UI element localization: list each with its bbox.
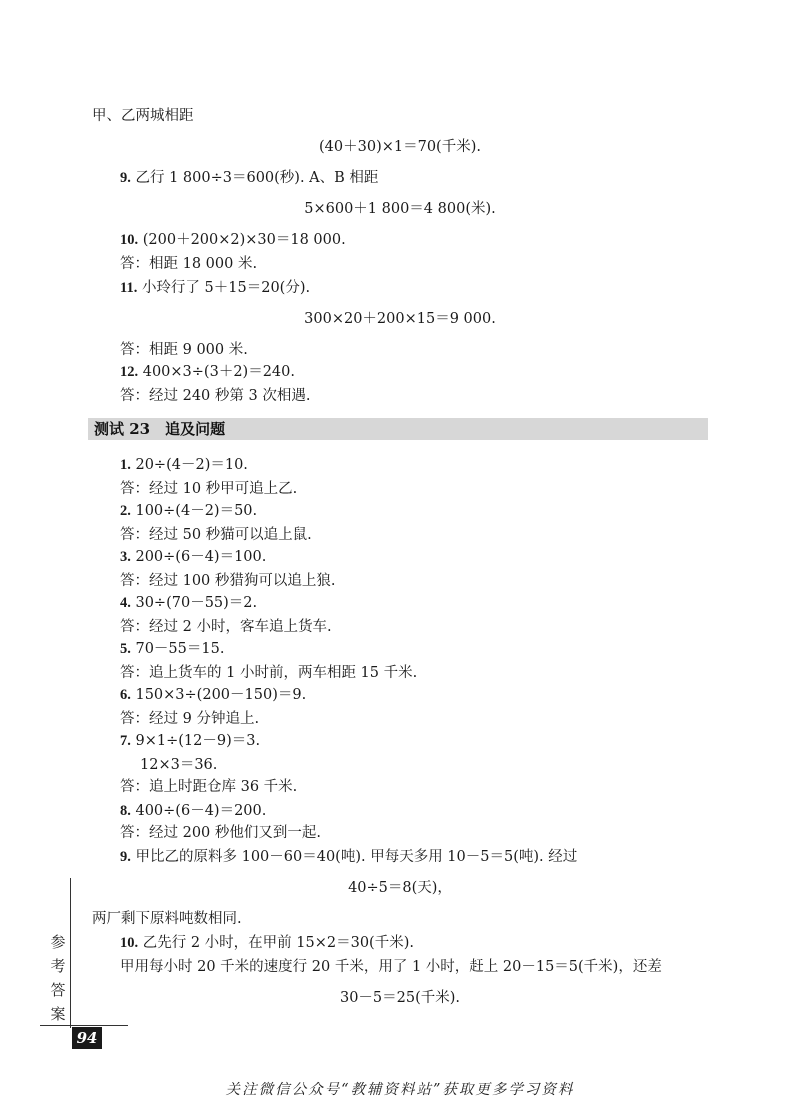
answer-item-10: 10. 乙先行 2 小时，在甲前 15×2＝30(千米). — [120, 935, 414, 951]
answer-text: 甲用每小时 20 千米的速度行 20 千米，用了 1 小时，赶上 20－15＝5(千米)，还差 — [120, 959, 662, 975]
answer-item-2: 2. 100÷(4－2)＝50. — [120, 503, 258, 519]
formula-line: 30－5＝25(千米). — [339, 990, 461, 1006]
answer-item-3: 3. 200÷(6－4)＝100. — [120, 549, 267, 565]
formula-line: (40＋30)×1＝70(千米). — [319, 139, 481, 155]
answer-text: 答：经过 2 小时，客车追上货车. — [120, 619, 332, 635]
section-title: 测试 23 追及问题 — [94, 420, 226, 438]
formula-line: 300×20＋200×15＝9 000. — [304, 311, 496, 327]
sidebar-rule — [70, 878, 71, 1028]
answer-item-5: 5. 70－55＝15. — [120, 641, 225, 657]
formula-line: 5×600＋1 800＝4 800(米). — [304, 201, 496, 217]
sidebar-label: 参考答案 — [50, 933, 66, 1023]
answer-text: 答：经过 240 秒第 3 次相遇. — [120, 388, 311, 404]
answer-item-1: 1. 20÷(4－2)＝10. — [120, 457, 248, 473]
answer-text: 两厂剩下原料吨数相同. — [92, 911, 242, 927]
answer-text: 答：经过 200 秒他们又到一起. — [120, 825, 322, 841]
answer-text: 答：经过 9 分钟追上. — [120, 711, 260, 727]
answer-item-9: 9. 甲比乙的原料多 100－60＝40(吨). 甲每天多用 10－5＝5(吨). 经过 — [120, 849, 578, 865]
answer-text: 12×3＝36. — [140, 757, 218, 773]
answer-text: 答：经过 100 秒猎狗可以追上狼. — [120, 573, 336, 589]
answer-text: 答：经过 10 秒甲可追上乙. — [120, 481, 298, 497]
page-number: 94 — [72, 1027, 102, 1049]
answer-item-10: 10. (200＋200×2)×30＝18 000. — [120, 232, 346, 248]
text-line: 甲、乙两城相距 — [92, 108, 194, 124]
section-header — [88, 418, 708, 440]
answer-text: 答：经过 50 秒猫可以追上鼠. — [120, 527, 312, 543]
answer-item-11: 11. 小玲行了 5＋15＝20(分). — [120, 280, 311, 296]
answer-item-12: 12. 400×3÷(3＋2)＝240. — [120, 364, 295, 380]
answer-text: 答：追上货车的 1 小时前，两车相距 15 千米. — [120, 665, 418, 681]
answer-item-8: 8. 400÷(6－4)＝200. — [120, 803, 267, 819]
answer-item-7: 7. 9×1÷(12－9)＝3. — [120, 733, 261, 749]
answer-text: 答：追上时距仓库 36 千米. — [120, 779, 298, 795]
answer-text: 答：相距 18 000 米. — [120, 256, 258, 272]
formula-line: 40÷5＝8(天)， — [348, 880, 452, 896]
answer-text: 答：相距 9 000 米. — [120, 342, 248, 358]
answer-item-4: 4. 30÷(70－55)＝2. — [120, 595, 258, 611]
answer-item-9: 9. 乙行 1 800÷3＝600(秒). A、B 相距 — [120, 170, 379, 186]
footer-note: 关注微信公众号“教辅资料站”获取更多学习资料 — [225, 1082, 575, 1098]
answer-item-6: 6. 150×3÷(200－150)＝9. — [120, 687, 307, 703]
